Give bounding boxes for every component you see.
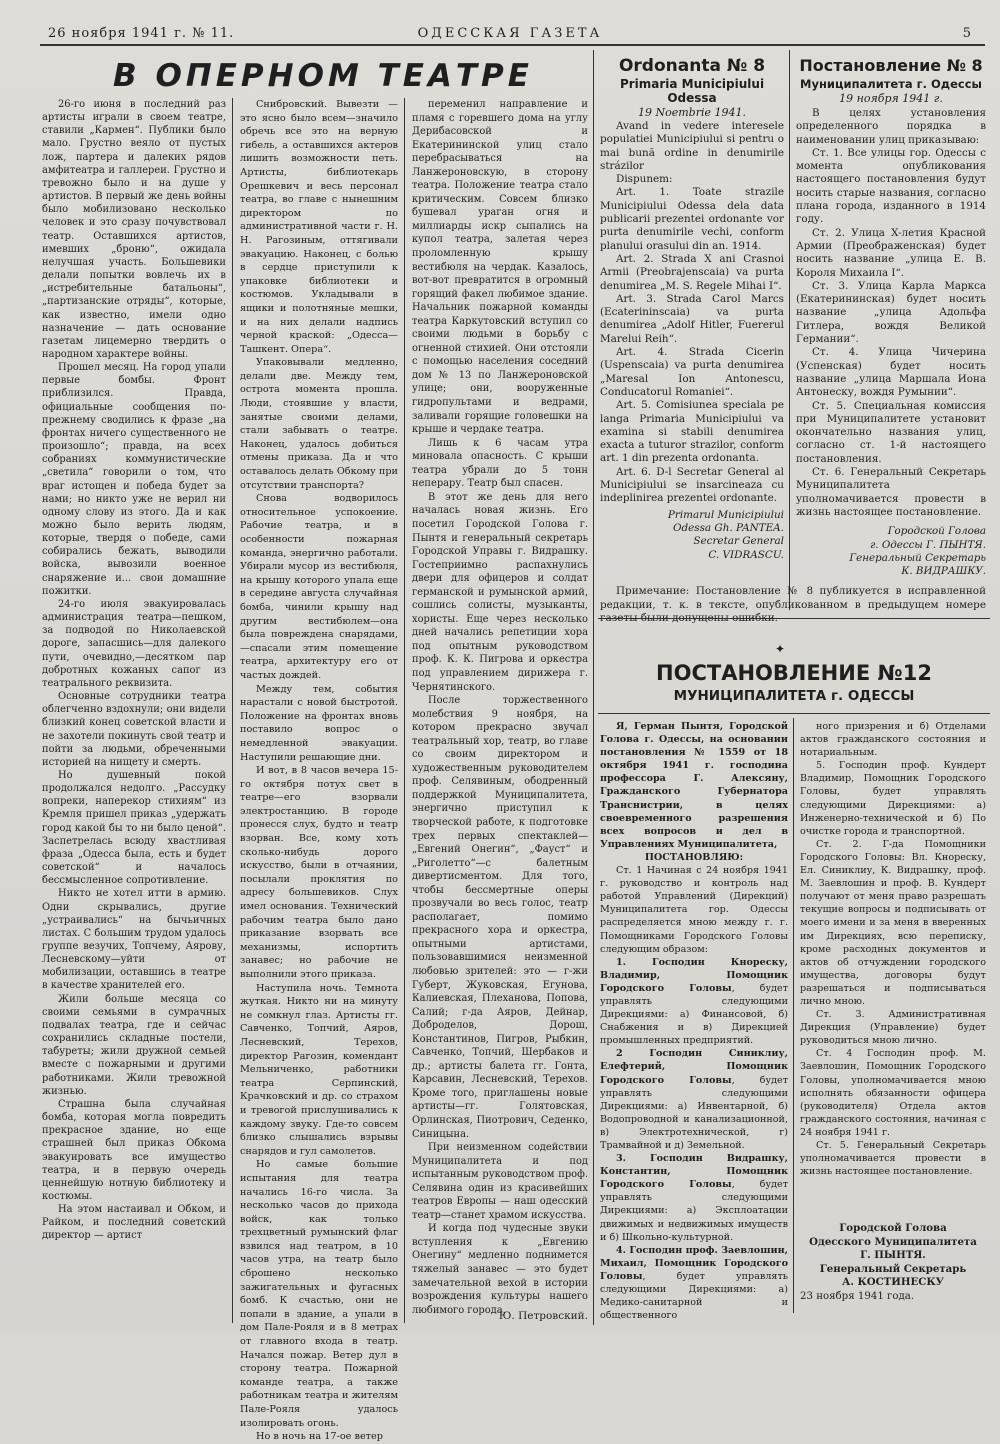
paragraph: 26-го июня в последний раз артисты играли в своем театре, ставили „Кармен“. Публики было мало. Грустно веяло от пустых лож, партера и далеких рядов амфитеатра и галлереи. Грустно и тревожно было и на душе у артистов. В первый же день войны было мобилизовано несколько человек и это сразу почувствовал театр. Оставшихся артистов, имевших „броню“, ожидала нелучшая участь. Большевики делали попытки вовлечь их в „истребительные батальоны“, „партизанские отряды“, которые, как известно, имели одно назначение — дать основание газетам лицемерно твердить о народном характере войны. <box>42 99 226 360</box>
paragraph: Но душевный покой продолжался недолго. „Рассудку вопреки, наперекор стихиям“ из Кремля пришел приказ „удержать город какой бы то ни было ценой“. Заспетрелась всюду хвастливая фраза „Одесса была, есть и будет советской“ и началось бессмысленное сопротивление. <box>42 769 226 887</box>
article-column-1 <box>42 98 226 1243</box>
ordonanta-signature: C. VIDRASCU. <box>708 548 784 561</box>
article-column-3 <box>412 98 588 1317</box>
column-divider <box>793 718 794 1313</box>
ordonanta-signature: Odessa Gh. PANTEA. <box>672 521 784 534</box>
paragraph: Между тем, события нарастали с новой быстротой. Положение на фронтах вновь поставило вопрос о немедленной эвакуации. Наступили решающие дни. <box>240 683 398 763</box>
paragraph: Ст. 6. Генеральный Секретарь Муниципалитета уполномачивается провести в жизнь настоящее постановление. <box>796 466 986 518</box>
paragraph: Ст. 5. Специальная комиссия при Муниципалитете установит окончательно названия улиц, согласно ст. 1-й настоящего постановления. <box>796 399 986 465</box>
post8-intro: В целях установления определенного порядка в наименовании улиц приказываю: <box>796 107 986 146</box>
paragraph: Art. 3. Strada Carol Marcs (Ecaterininscaia) va purta denumirea „Adolf Hitler, Fuererul Marelui Reih“. <box>600 292 784 345</box>
ordonanta-city: Odessa <box>667 91 717 105</box>
paragraph: Никто не хотел итти в армию. Одни скрывались, другие „устраивались“ на бычьичных листах. С большим трудом удалось группе везучих, Топчему, Аярову, Лесневскому—уйти от мобилизации, оставшись в театре в качестве хранителей его. <box>42 888 226 992</box>
post12-right-column <box>800 720 986 1178</box>
post8-block <box>796 55 986 578</box>
paragraph: Art. 4. Strada Cicerin (Uspenscaia) va purta denumirea „Maresal Ion Antonescu, Conducatorul Romaniei“. <box>600 346 784 398</box>
paragraph: Ст. 3. Улица Карла Маркса (Екатерининская) будет носить название „улица Адольфа Гитлера, вождя Великой Германии“. <box>796 279 986 346</box>
paragraph: При неизменном содействии Муниципалитета и под испытанным руководством проф. Селявина один из красивейших театров Европы — наш одесский театр—станет храмом искусства. <box>412 1142 588 1221</box>
post8-subtitle: Муниципалитета г. Одессы <box>800 77 982 91</box>
paragraph: Страшна была случайная бомба, которая могла повредить прекрасное здание, но еще страшней был приказ Обкома эвакуировать все имущество театра, и в первую очередь ценнейшую нотную библиотеку и костюмы. <box>42 1098 226 1202</box>
section-rule <box>598 713 990 714</box>
paragraph: 5. Господин проф. Кундерт Владимир, Помощник Городского Головы, будет управлять следующими Дирекциями: а) Инженерно-технической и б) По очистке города и транспортной. <box>800 760 986 837</box>
ordonanta-intro: Avand in vedere interesele populatiei Municipiului si pentru o mai bună ordine in denumirile strázilor <box>600 120 784 172</box>
paragraph: 1. Господин Кнореску, Владимир, Помощник Городского Головы, будет управлять следующими Дирекциями: а) Финансовой, б) Снабжения и в) Дирекцией промышленных предприятий. <box>600 956 788 1047</box>
paragraph: И когда под чудесные звуки вступления к „Евгению Онегину“ медленно поднимется тяжелый занавес — это будет замечательной вехой в истории возрождения культуры нашего любимого города. <box>412 1223 588 1316</box>
paragraph: Ст. 1 Начиная с 24 ноября 1941 г. руководство и контроль над работой Управлений (Дирекций) Муниципалитета гор. Одессы распределяется мною между г. г. Помощниками Городского Головы следующим образом: <box>600 865 788 955</box>
paragraph: Наступила ночь. Темнота жуткая. Никто ни на минуту не сомкнул глаз. Артисты гг. Савченко, Топчий, Аяров, Лесневский, Терехов, директор Рагозин, комендант Мельниченко, работники театра Серпинский, Крачковский и др. со страхом и тревогой прислушивались к каждому звуку. Где-то совсем близко слышались взрывы снарядов и гул самолетов. <box>240 982 398 1157</box>
paragraph: На этом настаивал и Обком, и Райком, и последний советский директор — артист <box>42 1204 226 1242</box>
ordonanta-date: 19 Noembrie 1941. <box>638 106 746 119</box>
post8-title: Постановление № 8 <box>799 56 983 75</box>
paragraph: Но в ночь на 17-ое ветер <box>256 1431 383 1443</box>
ordonanta-title: Ordonanta № 8 <box>618 56 766 76</box>
ordonanta-articles <box>600 186 784 505</box>
post8-signature: г. Одессы Г. ПЫНТЯ. <box>870 538 986 551</box>
post12-title: ПОСТАНОВЛЕНИЕ №12 <box>656 661 932 685</box>
paragraph: Art. 2. Strada X ani Crasnoi Armii (Preobrajenscaia) va purta denumirea „M. S. Regele Mihai I“. <box>600 252 784 292</box>
paragraph: Art. 5. Comisiunea speciala pe langa Primaria Municipiului va examina si stabili denumirea exacta a tuturor strazilor, conform art. 1 din prezenta ordonanta. <box>600 399 784 465</box>
post12-signature: Городской Голова <box>839 1222 947 1234</box>
article-author: Ю. Петровский. <box>498 1310 588 1322</box>
post8-articles <box>796 147 986 519</box>
ornament-divider: ✦ <box>774 642 786 656</box>
ordonanta-dispunem: Dispunem: <box>616 173 673 186</box>
post8-signature: Генеральный Секретарь <box>849 551 986 564</box>
paragraph: Ст. 2. Г-да Помощники Городского Головы: Вл. Кнореску, Ел. Синиклиу, К. Видрашку, проф. М. Заевлошин и проф. В. Кундерт получают от меня право разрешать текущие вопросы и подписывать от моего имени и за меня в вверенных им Дирекциях, всю переписку, кроме расходных документов и актов об отчуждении городского имущества, договоры будут разрешаться и подписываться лично мною. <box>800 838 986 1007</box>
paragraph: Снова водворилось относительное успокоение. Рабочие театра, и в особенности пожарная команда, энергично работали. Убирали мусор из вестибюля, на крышу которого упала еще в середине августа случайная бомба, чинили крышу над другим вестибюлем—она была повреждена снарядами,—спасали этим помещение театра, архитектуру его от частых дождей. <box>240 493 398 681</box>
post8-date: 19 ноября 1941 г. <box>839 92 943 105</box>
post12-left-column <box>600 720 788 1322</box>
post12-date: 23 ноября 1941 года. <box>800 1290 915 1302</box>
newspaper-name: ОДЕССКАЯ ГАЗЕТА <box>417 26 603 41</box>
post12-signature: А. КОСТИНЕСКУ <box>842 1276 944 1289</box>
paragraph: Ст. 2. Улица X-летия Красной Армии (Преображенская) будет носить название „улица Е. В. Короля Михаила I“. <box>796 226 986 279</box>
post12-signatures <box>800 1222 986 1304</box>
post12-signature: Одесского Муниципалитета <box>809 1235 977 1248</box>
paragraph: 3. Господин Видрашку, Константин, Помощник Городского Головы, будет управлять следующими Дирекциями: а) Эксплоатации движимых и недвижимых имуществ и б) Школьно-культурной. <box>600 1153 788 1243</box>
paragraph: ного призрения и б) Отделами актов гражданского состояния и нотариальным. <box>800 721 986 759</box>
column-divider <box>232 98 233 1323</box>
post12-signature: Генеральный Секретарь <box>819 1262 967 1275</box>
ordonanta-signature: Primarul Municipiului <box>667 508 784 521</box>
paragraph: Ст. 4 Господин проф. М. Заевлошин, Помощник Городского Головы, уполномачивается мною исполнять обязанности офицера (руководителя) Отдела актов гражданского состояния, начиная с 24 ноября 1941 г. <box>800 1048 986 1138</box>
ordonanta-subtitle: Primaria Municipiului <box>619 77 765 91</box>
paragraph: Снибровский. Вывезти — это ясно было всем—значило обречь все это на верную гибель, а оставшихся актеров лишить возможности петь. Артисты, библиотекарь Орешкевич и весь персонал театра, во главе с нынешним директором по административной части г. Н. Н. Рагозиным, оттягивали эвакуацию. Наконец, с болью в сердце приступили к упаковке библиотеки и костюмов. Укладывали в ящики и полотняные мешки, и на них делали надпись черной краской: „Одесса—Ташкент. Опера“. <box>240 99 398 355</box>
page-header <box>40 18 980 46</box>
post12-signature: Г. ПЫНТЯ. <box>860 1249 926 1262</box>
paragraph: 2 Господин Синиклиу, Елефтерий, Помощник Городского Головы, будет управлять следующими Дирекциями: а) Инвентарной, б) Водопроводной и канализационной, в) Электротехнической, г) Трамвайной и д) Земельной. <box>600 1048 788 1151</box>
post12-heading <box>598 660 990 706</box>
paragraph: Ст. 5. Генеральный Секретарь уполномачивается провести в жизнь настоящее постановление. <box>800 1140 986 1178</box>
post8-signature: К. ВИДРАШКУ. <box>901 565 986 578</box>
paragraph: Art. 6. D-l Secretar General al Municipiului se insarcineaza cu indeplinirea prezentei ordonante. <box>600 465 784 505</box>
paragraph: переменил направление и пламя с горевшего дома на углу Дерибасовской и Екатерининской улиц стало перебрасываться на Ланжероновскую, в сторону театра. Положение театра стало критическим. Совсем близко бушевал ураган огня и миллиарды искр сыпались на купол театра, залетая через проломленную крышу вестибюля на чердак. Казалось, вот-вот превратится в огромный горящий факел любимое здание. Начальник пожарной команды театра Каркутовский вступил со своими людьми в борьбу с огненной стихией. Они отстояли с помощью населения соседний дом № 13 по Ланжероновской улице; они, вооруженные гидропультами и ведрами, заливали горящие головешки на крыше и чердаке театра. <box>412 99 588 436</box>
paragraph: Жили больше месяца со своими семьями в сумрачных подвалах театра, где и сейчас сохранились складные постели, табуреты; жили дружной семьей вместе с пожарными и другими работниками. Жили тревожной жизнью. <box>42 993 226 1097</box>
post8-signature: Городской Голова <box>887 525 986 538</box>
paragraph: После торжественного молебствия 9 ноября, на котором прекрасно звучал театральный хор, театр, во главе со своим директором и художественным руководителем проф. Селявиным, ободренный поддержкой Муниципалитета, энергично приступил к творческой работе, к подготовке трех первых спектаклей—„Евгений Онегин“, „Фауст“ и „Риголетто“—с балетным дивертисментом. Для того, чтобы бессмертные оперы прозвучали во весь голос, театр располагает, помимо прекрасного хора и оркестра, опытными артистами, пользовавшимися неизменной любовью зрителей: это — г-жи Губерт, Жуковская, Егунова, Калиевская, Плеханова, Попова, Салий; г-да Аяров, Дейнар, Доброделов, Дорош, Константинов, Пигров, Рыбкин, Савченко, Топчий, Шербаков и др.; артисты балета гг. Гонта, Карсавин, Лесневский, Терехов. Кроме того, приглашены новые артисты—гг. Голятовская, Орлинская, Пиотрович, Седенко, Синицына. <box>412 695 588 1140</box>
column-divider <box>404 98 405 1323</box>
column-divider <box>593 50 594 1325</box>
paragraph: Прошел месяц. На город упали первые бомбы. Фронт приблизился. Правда, официальные сообщения по-прежнему сводились к фразе „на фронтах ничего существенного не произошло“; правда, на всех собраниях коммунистические „светила“ говорили о том, что враг истощен и победа будет за нами; но никто уже не верил ни одному слову из этого. Да и как можно было верить людям, которые, твердя о победе, сами собирались бежать, выводили войска, вывозили военное снаряжение и... свои домашние пожитки. <box>42 362 226 597</box>
paragraph: Ст. 3. Административная Дирекция (Управление) будет руководиться мною лично. <box>800 1009 986 1047</box>
paragraph: Art. 1. Toate strazile Municipiului Odessa dela data publicarii prezentei ordonante vor purta denumirile vechi, conform planului orasului din an. 1914. <box>600 186 784 252</box>
paragraph: В этот же день для него началась новая жизнь. Его посетил Городской Голова г. Пынтя и генеральный секретарь Городской Управы г. Видрашку. Гостеприимно распахнулись двери для офицеров и солдат германской и румынской армий, сошлись солисты, музыканты, хористы. Еще через несколько дней начались репетиции хора под опытным руководством проф. К. К. Пигрова и оркестра под управлением дирижера г. Чернятинского. <box>412 491 588 693</box>
paragraph: Лишь к 6 часам утра миновала опасность. С крыши театра убрали до 5 тонн неперару. Театр был спасен. <box>412 437 588 490</box>
page-number: 5 <box>962 26 972 41</box>
paragraph: ПОСТАНОВЛЯЮ: <box>644 851 744 863</box>
article-column-2 <box>240 98 398 1444</box>
paragraph: 4. Господин проф. Заевлошин, Михаил, Помощник Городского Головы, будет управлять следующими Дирекциями: а) Медико-санитарной и общественного <box>600 1244 788 1322</box>
column-divider <box>789 50 790 610</box>
ordonanta-signature: Secretar General <box>693 535 784 548</box>
note-text: Примечание: Постановление № 8 публикуется в исправленной редакции, т. к. в тексте, опубликованном в предыдущем номере газеты были допущены ошибки. <box>600 585 986 624</box>
ordonanta-block <box>600 55 784 562</box>
correction-note <box>600 585 986 626</box>
paragraph: Но самые большие испытания для театра начались 16-го числа. За несколько часов до прихода войск, как только трехцветный румынский флаг взвился над театром, в 10 часов утра, на театр было сброшено несколько зажигательных и фугасных бомб. К счастью, они не попали в здание, а упали в дом Пале-Рояля и в 8 метрах от главного входа в театр. Начался пожар. Ветер дул в сторону театра. Пожарной команде театра, а также работникам театра и жителям Пале-Рояля удалось изолировать огонь. <box>240 1159 398 1429</box>
paragraph: Я, Герман Пынтя, Городской Голова г. Одессы, на основании постановления № 1559 от 18 октября 1941 г. господина профессора Г. Алексяну, Гражданского Губернатора Транснистрии, в целях своевременного разрешения всех вопросов и дел в Управлениях Муниципалитета, <box>600 721 788 850</box>
post12-subtitle: МУНИЦИПАЛИТЕТА г. ОДЕССЫ <box>673 688 915 704</box>
paragraph: Ст. 4. Улица Чичерина (Успенская) будет носить название „улица Маршала Иона Антонеску, вождя Румынии“. <box>796 346 986 399</box>
paragraph: Ст. 1. Все улицы гор. Одессы с момента опубликования настоящего постановления будут носить старые названия, согласно плана города, изданного в 1914 году. <box>796 146 986 226</box>
paragraph: Упаковывали медленно, делали две. Между тем, острота момента прошла. Люди, стоявшие у власти, занятые своими делами, стали забывать о театре. Наконец, удалось добиться отмены приказа. Да и что оставалось делать Обкому при отсутствии транспорта? <box>240 357 398 491</box>
paragraph: Основные сотрудники театра облегченно вздохнули; они видели близкий конец советской власти и не захотели покинуть свой театр и пойти за людьми, обреченными историей на нищету и смерть. <box>42 691 226 768</box>
paragraph: И вот, в 8 часов вечера 15-го октября потух свет в театре—его взорвали электростанцию. В городе пронесся слух, будто и театр взорван. Все, кому хоть сколько-нибудь дорого искусство, были в отчаянии, посылали проклятия по адресу большевиков. Слух имел основания. Технический рабочим театра было дано приказание взорвать все механизмы, испортить занавес; но рабочие не выполнили этого приказа. <box>240 765 398 980</box>
issue-date: 26 ноября 1941 г. № 11. <box>48 26 235 41</box>
header-rule <box>40 44 985 46</box>
paragraph: 24-го июля эвакуировалась администрация театра—пешком, за подводой по Николаевской дороге, запасшись—для далекого пути, очевидно,—десятком пар добротных кожаных сапог из театрального реквизита. <box>42 598 226 689</box>
article-title: В ОПЕРНОМ ТЕАТРЕ <box>113 58 533 94</box>
